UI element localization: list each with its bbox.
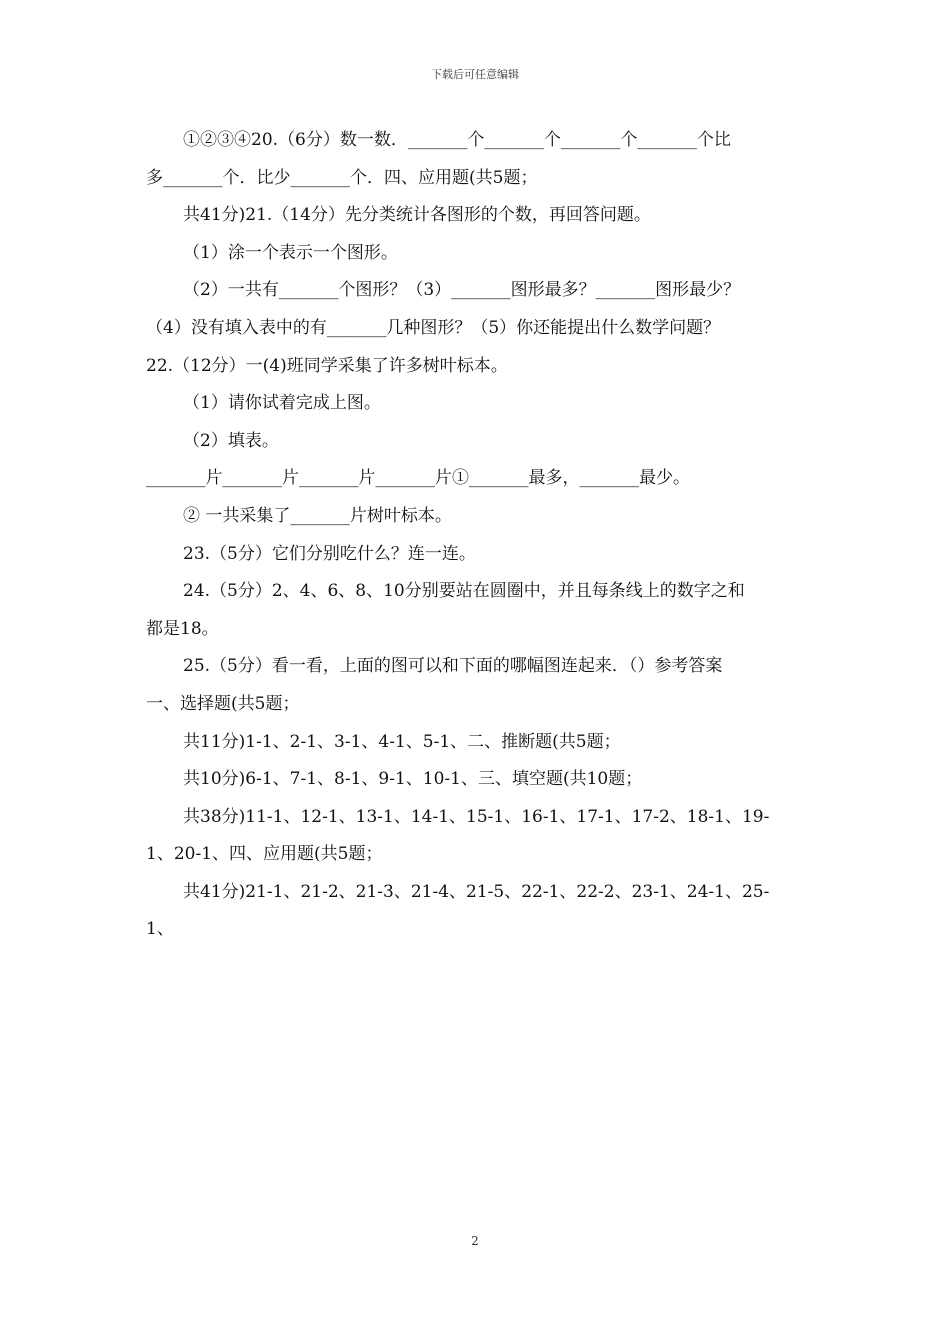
text-line: _______片_______片_______片_______片①_______最多，_______最少。 bbox=[146, 468, 690, 489]
text-line: 共38分)11-1、12-1、13-1、14-1、15-1、16-1、17-1、17-2、18-1、19- bbox=[183, 806, 770, 827]
text-line: （1）请你试着完成上图。 bbox=[183, 393, 381, 414]
text-line: 共11分)1-1、2-1、3-1、4-1、5-1、二、推断题(共5题； bbox=[183, 731, 621, 752]
text-line: 共10分)6-1、7-1、8-1、9-1、10-1、三、填空题(共10题； bbox=[183, 769, 643, 790]
text-line: 1、20-1、四、应用题(共5题； bbox=[146, 844, 383, 865]
text-line: ①②③④20.（6分）数一数．_______个_______个_______个_______个比 bbox=[183, 130, 731, 150]
text-line: （4）没有填入表中的有_______几种图形？（5）你还能提出什么数学问题？ bbox=[146, 317, 721, 338]
text-line: 23.（5分）它们分别吃什么？连一连。 bbox=[183, 543, 476, 564]
text-line: 24.（5分）2、4、6、8、10分别要站在圆圈中，并且每条线上的数字之和 bbox=[183, 581, 745, 602]
text-line: 一、选择题(共5题； bbox=[146, 693, 300, 714]
text-line: 共41分)21-1、21-2、21-3、21-4、21-5、22-1、22-2、23-1、24-1、25- bbox=[183, 881, 770, 902]
page-number: 2 bbox=[471, 1234, 479, 1248]
text-line: 25.（5分）看一看，上面的图可以和下面的哪幅图连起来．（）参考答案 bbox=[183, 656, 723, 677]
text-line: 都是18。 bbox=[146, 618, 219, 639]
text-line: 22.（12分）一(4)班同学采集了许多树叶标本。 bbox=[146, 355, 508, 376]
document-body bbox=[146, 122, 806, 949]
text-line: （1）涂一个表示一个图形。 bbox=[183, 242, 398, 263]
text-line: （2）一共有_______个图形？（3）_______图形最多？_______图形最少？ bbox=[183, 280, 741, 301]
page-header: 下载后可任意编辑 bbox=[431, 68, 519, 81]
text-line: 共41分)21.（14分）先分类统计各图形的个数，再回答问题。 bbox=[183, 205, 651, 226]
text-line: 1、 bbox=[146, 919, 174, 940]
text-line: ② 一共采集了_______片树叶标本。 bbox=[183, 505, 452, 526]
text-line: （2）填表。 bbox=[183, 430, 279, 451]
text-line: 多_______个．比少_______个．四、应用题(共5题； bbox=[146, 167, 538, 188]
